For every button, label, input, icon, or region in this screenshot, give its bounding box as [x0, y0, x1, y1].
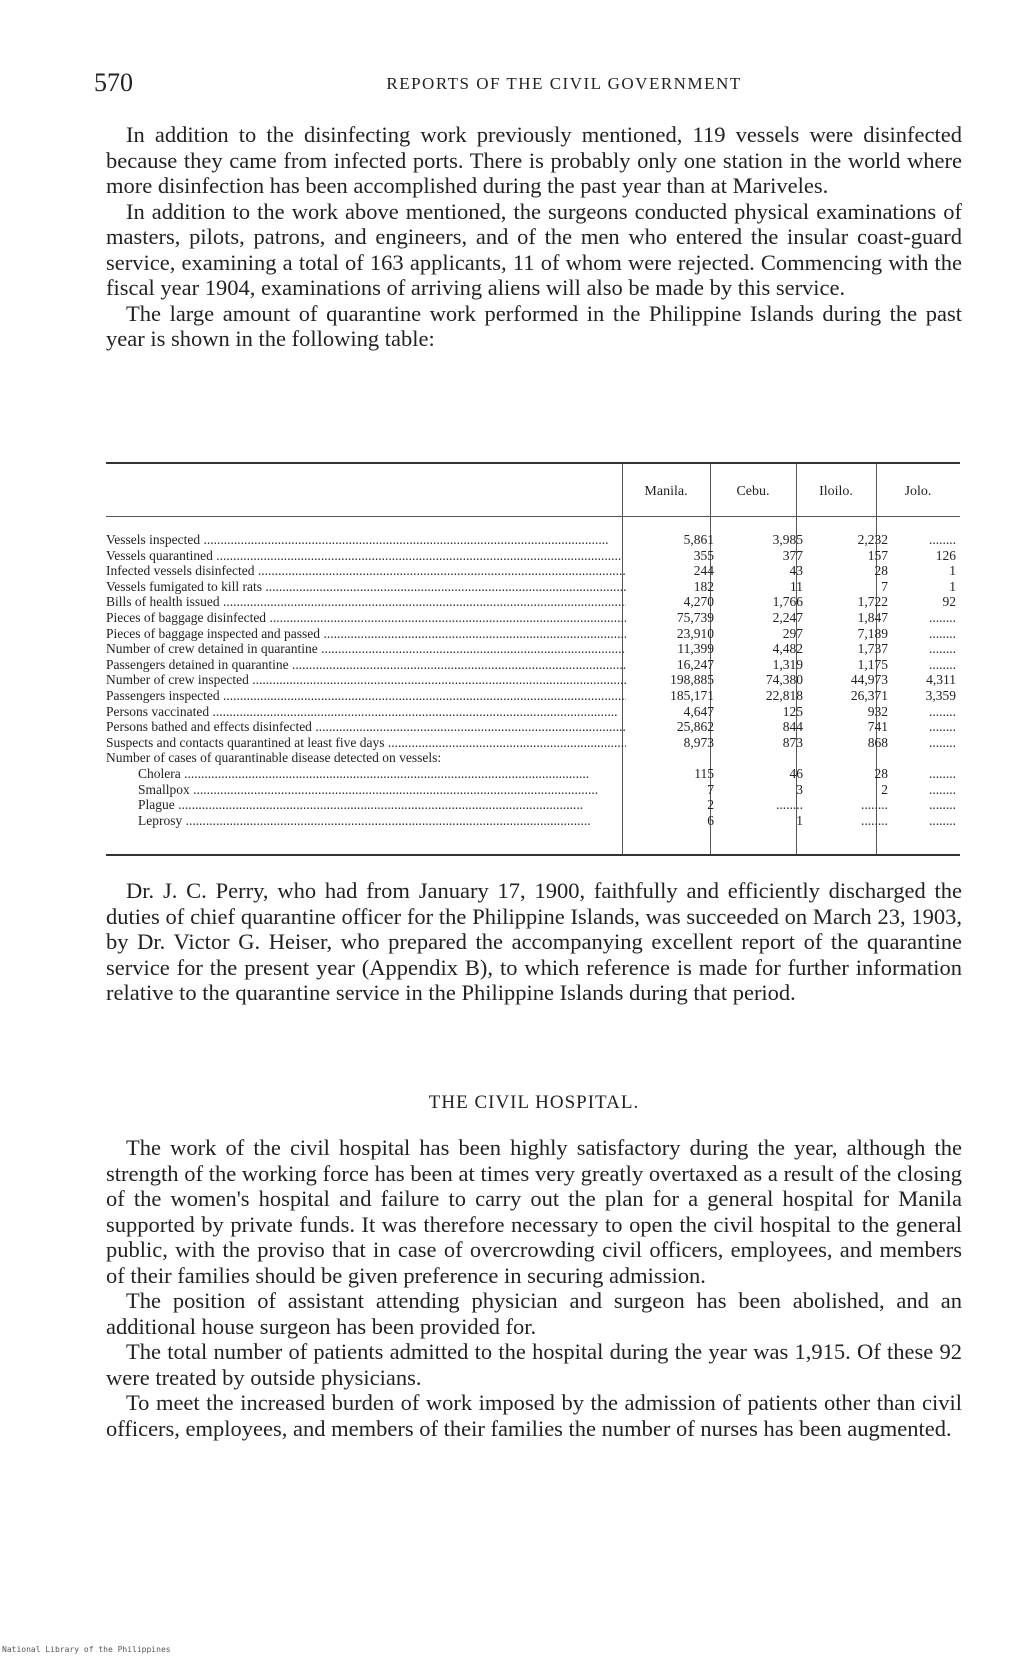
row-label: Passengers detained in quarantine .....: [106, 657, 626, 673]
table-cell: 2: [881, 781, 888, 797]
table-row: [106, 532, 960, 548]
hospital-paragraphs: [106, 1135, 962, 1441]
table-cell: 75,739: [676, 609, 714, 625]
table-row: [106, 657, 960, 673]
row-label: Passengers inspected .....: [106, 688, 626, 704]
table-cell: 4,482: [772, 641, 803, 657]
table-cell: 4,311: [926, 672, 956, 688]
table-cell: ........: [929, 734, 956, 750]
paragraph: The total number of patients admitted to the hospital during the year was 1,915. Of these 92 were treated by outside physicians.: [106, 1339, 962, 1390]
table-cell: 5,861: [683, 532, 714, 547]
table-body: [106, 532, 960, 828]
table-cell: 28: [874, 563, 888, 579]
table-cell: ........: [776, 797, 803, 813]
table-cell: ........: [929, 656, 956, 672]
row-label: Persons bathed and effects disinfected .....: [106, 719, 626, 735]
row-label: Cholera .....: [138, 766, 626, 782]
table-cell: ........: [929, 765, 956, 781]
table-cell: 4,647: [683, 703, 714, 719]
table-cell: 182: [693, 578, 714, 594]
row-label: Infected vessels disinfected .....: [106, 563, 626, 579]
table-cell: 873: [782, 734, 803, 750]
table-cell: 126: [935, 547, 956, 563]
row-label: Pieces of baggage disinfected .....: [106, 610, 626, 626]
table-group-row: [106, 750, 960, 766]
table-cell: ........: [929, 797, 956, 813]
table-row: [106, 735, 960, 751]
table-cell: 1: [949, 578, 956, 594]
table-cell: 3,985: [772, 532, 803, 547]
table-cell: 11,399: [677, 641, 714, 657]
table-cell: 26,371: [850, 687, 888, 703]
table-cell: 46: [789, 765, 803, 781]
table-cell: 741: [867, 719, 888, 735]
table-cell: 44,973: [850, 672, 888, 688]
table-cell: 74,380: [765, 672, 803, 688]
table-row: [106, 641, 960, 657]
table-cell: ........: [929, 609, 956, 625]
table-cell: ........: [929, 703, 956, 719]
table-cell: 16,247: [676, 656, 714, 672]
table-row: [106, 688, 960, 704]
table-cell: 157: [867, 547, 888, 563]
page-number: 570: [94, 68, 133, 97]
table-row: [106, 704, 960, 720]
table-row: [106, 672, 960, 688]
table-cell: 932: [867, 703, 888, 719]
table-row: [106, 563, 960, 579]
table-cell: 1,766: [772, 594, 803, 610]
column-header-iloilo: Iloilo.: [819, 484, 853, 499]
table-cell: 1,319: [772, 656, 803, 672]
row-label: Persons vaccinated .....: [106, 704, 626, 720]
paragraph: The position of assistant attending physician and surgeon has been abolished, and an additional house surgeon has been provided for.: [106, 1288, 962, 1339]
table-row: [106, 579, 960, 595]
table-row: [106, 626, 960, 642]
quarantine-table: [106, 462, 960, 856]
row-label: Smallpox .....: [138, 782, 626, 798]
table-row: [106, 813, 960, 829]
table-cell: 844: [782, 719, 803, 735]
row-label: Number of crew inspected .....: [106, 672, 626, 688]
table-cell: 355: [693, 547, 714, 563]
column-header-jolo: Jolo.: [904, 484, 932, 499]
table-cell: 1,722: [857, 594, 888, 610]
paragraph: The large amount of quarantine work performed in the Philippine Islands during the past year is shown in the following table:: [106, 300, 962, 351]
row-label: Plague .....: [138, 797, 626, 813]
section-title: THE CIVIL HOSPITAL.: [428, 1092, 640, 1113]
table-cell: 92: [942, 594, 956, 610]
table-cell: 22,818: [765, 687, 803, 703]
table-cell: ........: [929, 641, 956, 657]
table-cell: 2,232: [857, 532, 888, 547]
table-row: [106, 594, 960, 610]
row-label: Vessels fumigated to kill rats .....: [106, 579, 626, 595]
intro-paragraphs: [106, 122, 962, 352]
paragraph: Dr. J. C. Perry, who had from January 17, 1900, faithfully and efficiently discharged the duties of chief quarantine officer for the Philippine Islands, was succeeded on March 23, 1903, by Dr. Victor G. Heiser, who prepared the accompanying excellent report of the quarantine service for the present year (Appendix B), to which reference is made for further information relative to the quarantine service in the Philippine Islands during that period.: [106, 878, 962, 1005]
table-cell: 28: [874, 765, 888, 781]
table-cell: 3,359: [925, 687, 956, 703]
page-header: [94, 68, 964, 98]
paragraph: In addition to the work above mentioned, the surgeons conducted physical examinations of masters, pilots, patrons, and engineers, and of the men who entered the insular coast-guard service, examining a total of 163 applicants, 11 of whom were rejected. Commencing with the fiscal year 1904, examinations of arriving aliens will also be made by this service.: [106, 198, 962, 300]
row-label: Suspects and contacts quarantined at least five days .....: [106, 735, 626, 751]
table-cell: 4,270: [683, 594, 714, 610]
table-cell: ........: [929, 625, 956, 641]
table-row: [106, 797, 960, 813]
table-row: [106, 548, 960, 564]
table-cell: 7,189: [857, 625, 888, 641]
table-cell: 11: [790, 578, 803, 594]
table-cell: 23,910: [676, 625, 714, 641]
table-cell: 868: [867, 734, 888, 750]
header-rule: [106, 516, 960, 517]
table-cell: 198,885: [670, 672, 714, 688]
row-label: Pieces of baggage inspected and passed .....: [106, 626, 626, 642]
table-cell: 25,862: [676, 719, 714, 735]
table-cell: 1,847: [857, 609, 888, 625]
table-cell: 1,737: [857, 641, 888, 657]
row-label: Vessels quarantined .....: [106, 548, 626, 564]
scan-footer: National Library of the Philippines: [2, 1645, 171, 1654]
table-cell: ........: [861, 812, 888, 828]
table-cell: ........: [861, 797, 888, 813]
paragraph: The work of the civil hospital has been highly satisfactory during the year, although the strength of the working force has been at times very greatly overtaxed as a result of the closing of the women's hospital and failure to carry out the plan for a general hospital for Manila supported by private funds. It was therefore necessary to open the civil hospital to the general public, with the proviso that in case of overcrowding civil officers, employees, and members of their families should be given preference in securing admission.: [106, 1135, 962, 1288]
table-row: [106, 782, 960, 798]
column-header-manila: Manila.: [644, 484, 688, 499]
table-cell: 2: [707, 797, 714, 813]
table-cell: 115: [694, 765, 714, 781]
column-header-cebu: Cebu.: [736, 484, 770, 499]
table-row: [106, 719, 960, 735]
table-cell: 1: [796, 812, 803, 828]
table-cell: 7: [707, 781, 714, 797]
table-cell: 377: [782, 547, 803, 563]
row-label: Bills of health issued .....: [106, 594, 626, 610]
table-cell: 2,247: [772, 609, 803, 625]
perry-paragraph-block: [106, 878, 962, 1006]
table-cell: 244: [693, 563, 714, 579]
table-cell: ........: [929, 781, 956, 797]
table-cell: ........: [929, 532, 956, 547]
table-cell: 1: [949, 563, 956, 579]
table-cell: 6: [707, 812, 714, 828]
table-cell: 125: [782, 703, 803, 719]
table-cell: 3: [796, 781, 803, 797]
table-cell: 1,175: [857, 656, 888, 672]
paragraph: In addition to the disinfecting work previously mentioned, 119 vessels were disinfected because they came from infected ports. There is probably only one station in the world where more disinfection has been accomplished during the past year than at Mariveles.: [106, 122, 962, 198]
table-row: [106, 610, 960, 626]
row-label: Number of crew detained in quarantine .....: [106, 641, 626, 657]
running-head: REPORTS OF THE CIVIL GOVERNMENT: [386, 74, 742, 93]
table-cell: 7: [881, 578, 888, 594]
paragraph: To meet the increased burden of work imposed by the admission of patients other than civil officers, employees, and members of their families the number of nurses has been augmented.: [106, 1390, 962, 1441]
table-cell: 8,973: [683, 734, 714, 750]
table-cell: 185,171: [670, 687, 714, 703]
table-row: [106, 766, 960, 782]
table-cell: ........: [929, 812, 956, 828]
table-cell: 43: [789, 563, 803, 579]
table-cell: 297: [782, 625, 803, 641]
table-cell: ........: [929, 719, 956, 735]
row-label: Leprosy .....: [138, 813, 626, 829]
row-label: Vessels inspected .....: [106, 532, 626, 548]
group-label: Number of cases of quarantinable disease detected on vessels:: [106, 750, 442, 766]
